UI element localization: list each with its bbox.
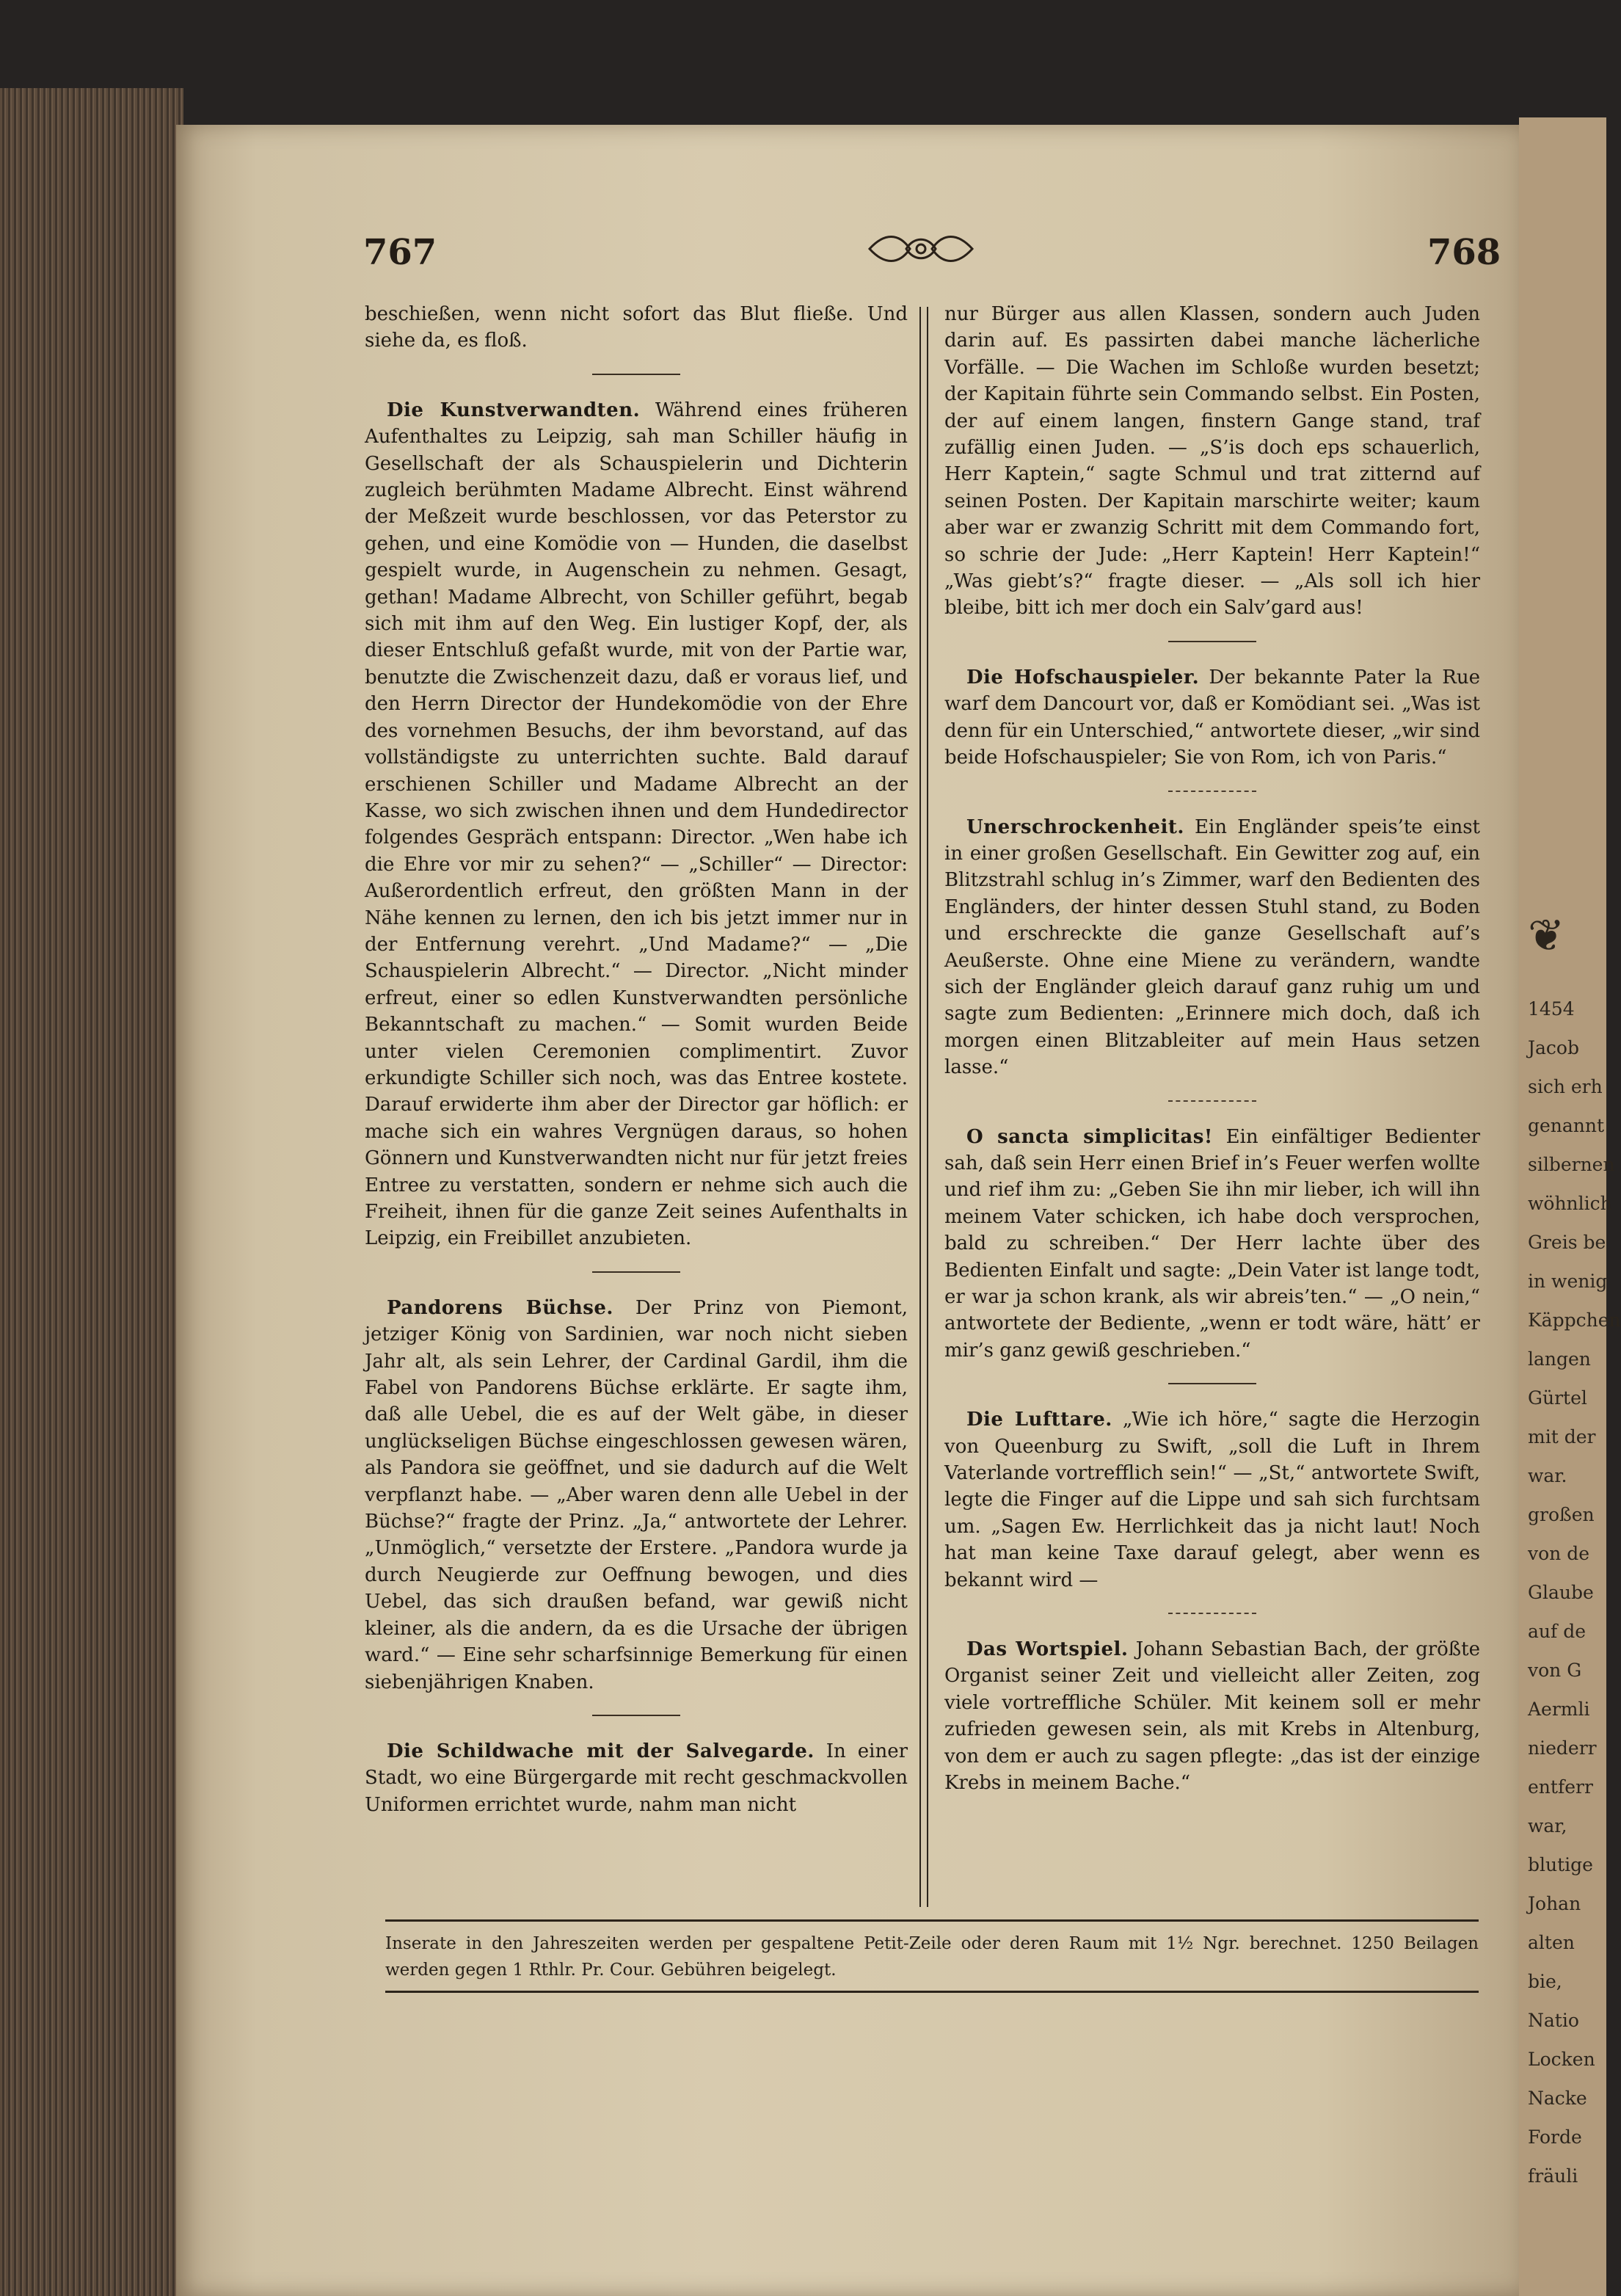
next-page-fragment: blutige: [1528, 1854, 1593, 1875]
book-page-edges: [0, 88, 183, 2296]
article-text: Ein Engländer speis’te einst in einer großen Gesellschaft. Ein Gewitter zog auf, ein Blitzstrahl schlug in’s Zimmer, warf den Bedienten des Engländers, der hinter dessen Stuhl stand, zu Boden und erschreckte die ganze Gesellschaft auf’s Aeußerste. Ohne eine Miene zu verändern, wandte sich der Engländer gleich darauf ganz ruhig um und sagte zum Bedienten: „Erinnere mich doch, daß ich morgen einen Blitzableiter auf mein Haus setzen lasse.“: [944, 815, 1481, 1079]
article-title: Die Lufttare.: [966, 1409, 1112, 1431]
page-number-right: 768: [1427, 232, 1501, 273]
next-page-fragment: fräuli: [1528, 2165, 1578, 2187]
next-page-fragment: Locken: [1528, 2049, 1595, 2070]
article-title: Das Wortspiel.: [966, 1638, 1129, 1661]
section-divider: [1168, 641, 1256, 642]
article-title: Pandorens Büchse.: [387, 1296, 613, 1319]
next-page-fragment: Natio: [1528, 2010, 1579, 2031]
next-page-fragment: von G: [1528, 1660, 1582, 1681]
next-page-fragment: großen: [1528, 1504, 1595, 1525]
next-page-fragment: war.: [1528, 1465, 1567, 1486]
article-text: Der Prinz von Piemont, jetziger König von Sardinien, war noch nicht sieben Jahr alt, als sein Lehrer, der Cardinal Gardil, ihm die Fabel von Pandorens Büchse erklärte. Er sagte ihm, daß alle Uebel, die es auf der Welt gäbe, in dieser unglückseligen Büchse eingeschlossen gewesen wären, als Pandora sie geöffnet, und sie dadurch auf die Welt verpflanzt habe. — „Aber waren denn alle Uebel in der Büchse?“ fragte der Prinz. „Ja,“ antwortete der Lehrer. „Unmöglich,“ versetzte der Erstere. „Pandora wurde ja durch Neugierde zur Oeffnung bewogen, und dies Uebel, das sich draußen befand, war gewiß nicht kleiner, als die andern, da es die Ursache der übrigen ward.“ — Eine sehr scharfsinnige Bemerkung für einen siebenjährigen Knaben.: [365, 1296, 908, 1693]
article-text: Johann Sebastian Bach, der größte Organist seiner Zeit und vielleicht aller Zeiten, zog viele vortreffliche Schüler. Mit keinem soll er mehr zufrieden gewesen sein, als mit Krebs in Altenburg, von dem er auch zu sagen pflegte: „das ist der einzige Krebs in meinem Bache.“: [944, 1638, 1481, 1795]
next-page-fragment: Käppchen: [1528, 1309, 1621, 1331]
next-page-fragment: silbernen: [1528, 1154, 1615, 1175]
right-column: [944, 301, 1480, 1797]
next-page-fragment: Forde: [1528, 2126, 1582, 2148]
article-unerschrockenheit: [944, 814, 1480, 1081]
section-divider: [592, 374, 680, 375]
article-title: Die Schildwache mit der Salvegarde.: [387, 1740, 815, 1762]
next-page-fragment: alten: [1528, 1932, 1575, 1953]
next-page-fragment: Aermli: [1528, 1699, 1590, 1720]
article-schildwache: [365, 1738, 908, 1818]
next-page-fragment: in wenig: [1528, 1271, 1608, 1292]
left-column: [365, 301, 908, 1818]
right-continuation: nur Bürger aus allen Klassen, sondern auch Juden darin auf. Es passirten dabei manche lächerliche Vorfälle. — Die Wachen im Schloße wurden besetzt; der Kapitain führte sein Commando selbst. Ein Posten, der auf einem langen, finstern Gange stand, traf zufällig einen Juden. — „S’is doch eps schauerlich, Herr Kaptein,“ sagte Schmul und trat zitternd auf seinen Posten. Der Kapitain marschirte weiter; kaum aber war er zwanzig Schritt mit dem Commando fort, so schrie der Jude: „Herr Kaptein! Herr Kaptein!“ „Was giebt’s?“ fragte dieser. — „Als soll ich hier bleibe, bitt ich mer doch ein Salv’gard aus!: [944, 303, 1480, 620]
section-divider: [592, 1271, 680, 1273]
next-page-fragment: 1454: [1528, 998, 1575, 1020]
next-page-fragment: auf de: [1528, 1621, 1587, 1642]
next-page-fragment: Glaube: [1528, 1582, 1594, 1603]
next-page-fragment: wöhnlich: [1528, 1193, 1612, 1214]
section-divider: [1168, 791, 1256, 792]
ornament-icon: [866, 229, 976, 269]
article-text: In einer Stadt, wo eine Bürgergarde mit recht geschmackvollen Uniformen errichtet wurde, nahm man nicht: [365, 1740, 908, 1816]
article-pandorens-buechse: [365, 1295, 908, 1696]
next-page-fragment: mit der: [1528, 1426, 1596, 1447]
footer-rule-bottom: [385, 1991, 1479, 1993]
next-page-fragment: Gürtel: [1528, 1387, 1587, 1409]
next-page-fragment: sich erh: [1528, 1076, 1603, 1097]
next-page-fragment: genannt: [1528, 1115, 1605, 1136]
article-title: Die Kunstverwandten.: [387, 399, 641, 421]
next-page-fragment: Johan: [1528, 1893, 1581, 1914]
article-text: Ein einfältiger Bedienter sah, daß sein Herr einen Brief in’s Feuer werfen wollte und rief ihm zu: „Geben Sie ihn mir lieber, ich will ihn meinem Vater schicken, ich habe doch versprochen, bald zu schreiben.“ Der Herr lachte über des Bedienten Einfalt und sagte: „Dein Vater ist lange todt, er war ja schon krank, als wir abreis’ten.“ — „O nein,“ antwortete der Bediente, „wenn er todt wäre, hätt’ er mir’s ganz gewiß geschrieben.“: [944, 1125, 1481, 1362]
section-divider: [1168, 1383, 1256, 1384]
article-text: „Wie ich höre,“ sagte die Herzogin von Queenburg zu Swift, „soll die Luft in Ihrem Vaterlande vortrefflich sein!“ — „St,“ antwortete Swift, legte die Finger auf die Lippe und sah sich furchtsam um. „Sagen Ew. Herrlichkeit das ja nicht laut! Noch hat man keine Taxe darauf gelegt, aber wenn es bekannt wird —: [944, 1409, 1480, 1591]
column-divider: [919, 307, 928, 1907]
article-hofschauspieler: [944, 664, 1480, 771]
article-title: Unerschrockenheit.: [966, 815, 1184, 838]
article-sancta-simplicitas: [944, 1124, 1480, 1365]
page-number-left: 767: [363, 232, 437, 273]
next-page-fragment: bie,: [1528, 1971, 1562, 1992]
section-divider: [592, 1715, 680, 1716]
article-title: O sancta simplicitas!: [966, 1125, 1213, 1148]
article-kunstverwandten: [365, 397, 908, 1252]
article-lufttare: [944, 1406, 1480, 1594]
next-page-fragment: Jacob: [1528, 1037, 1579, 1058]
drop-cap-ornament-icon: ❦: [1528, 910, 1565, 962]
article-text: Während eines früheren Aufenthaltes zu Leipzig, sah man Schiller häufig in Gesellschaft der als Schauspielerin und Dichterin zugleich berühmten Madame Albrecht. Einst während der Meßzeit wurde beschlossen, vor das Peterstor zu gehen, und eine Komödie von — Hunden, die daselbst gespielt wurde, in Augenschein zu nehmen. Gesagt, gethan! Madame Albrecht, von Schiller geführt, begab sich mit ihm auf den Weg. Ein lustiger Kopf, der, als dieser Entschluß gefaßt wurde, mit von der Partie war, benutzte die Zwischenzeit dazu, daß er voraus lief, und den Herrn Director der Hundekomödie von der Ehre des vornehmen Besuchs, der ihm bevorstand, auf das vollständigste zu unterrichten suchte. Bald darauf erschienen Schiller und Madame Albrecht an der Kasse, wo sich zwischen ihnen und dem Hundedirector folgendes Gespräch entspann: Director. „Wen habe ich die Ehre vor mir zu sehen?“ — „Schiller“ — Director: Außerordentlich erfreut, den größten Mann in der Nähe kennen zu lernen, den ich bis jetzt immer nur in der Entfernung verehrt. „Und Madame?“ — „Die Schauspielerin Albrecht.“ — Director. „Nicht minder erfreut, einer so edlen Kunstverwandten persönliche Bekanntschaft zu machen.“ — Somit wurden Beide unter vielen Ceremonien complimentirt. Zuvor erkundigte Schiller sich noch, was das Entree kostete. Darauf erwiderte ihm aber der Director gar höflich: er mache sich ein wahres Vergnügen daraus, so hohen Gönnern und Kunstverwandten nicht nur für jetzt freies Entree zu verstatten, sondern er nehme sich auch die Freiheit, ihnen für die ganze Zeit seines Aufenthalts in Leipzig, ein Freibillet anzubieten.: [365, 399, 908, 1250]
next-page-fragment: entferr: [1528, 1776, 1593, 1798]
footer-notice: Inserate in den Jahreszeiten werden per gespaltene Petit-Zeile oder deren Raum mit 1½ Ngr. berechnet. 1250 Beilagen werden gegen 1 Rthlr. Pr. Cour. Gebühren beigelegt.: [385, 1934, 1479, 1980]
next-page-fragment: Greis be: [1528, 1232, 1606, 1253]
left-continuation: beschießen, wenn nicht sofort das Blut fließe. Und siehe da, es floß.: [365, 303, 908, 352]
article-title: Die Hofschauspieler.: [966, 666, 1200, 689]
next-page-edge: [1519, 117, 1621, 2296]
section-divider: [1168, 1613, 1256, 1614]
next-page-fragment: Nacke: [1528, 2088, 1587, 2109]
section-divider: [1168, 1100, 1256, 1102]
footer-rule-top: [385, 1919, 1479, 1922]
article-wortspiel: [944, 1636, 1480, 1796]
next-page-fragment: war,: [1528, 1815, 1567, 1837]
next-page-fragment: langen: [1528, 1348, 1591, 1370]
article-text: Der bekannte Pater la Rue warf dem Dancourt vor, daß er Komödiant sei. „Was ist denn für ein Unterschied,“ antwortete dieser, „wir sind beide Hofschauspieler; Sie von Rom, ich von Paris.“: [944, 666, 1480, 769]
next-page-fragment: niederr: [1528, 1737, 1597, 1759]
next-page-fragment: von de: [1528, 1543, 1590, 1564]
